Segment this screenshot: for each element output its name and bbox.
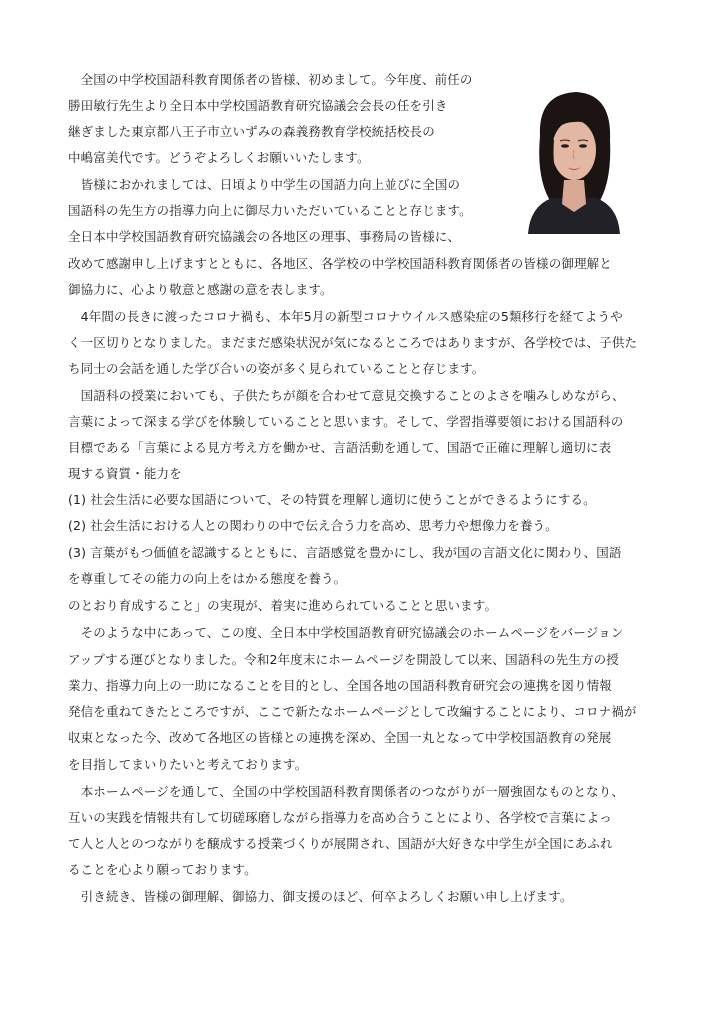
body-text-line: 全日本中学校国語教育研究協議会の各地区の理事、事務局の皆様に、	[68, 229, 461, 244]
body-text-line: 全国の中学校国語科教育関係者の皆様、初めまして。今年度、前任の	[68, 72, 473, 87]
body-text-line: 業力、指導力向上の一助になることを目的とし、全国各地の国語科教育研究会の連携を図り情報	[68, 678, 612, 693]
body-text-line: ることを心より願っております。	[68, 862, 257, 877]
body-text-line: 互いの実践を情報共有して切磋琢磨しながら指導力を高め合うことにより、各学校で言葉によっ	[68, 810, 612, 825]
body-text-line: そのような中にあって、この度、全日本中学校国語教育研究協議会のホームページをバージョン	[68, 625, 624, 640]
body-text-line: 本ホームページを通して、全国の中学校国語科教育関係者のつながりが一層強固なものとなり、	[68, 784, 625, 799]
body-text-line: を尊重してその能力の向上をはかる態度を養う。	[68, 571, 347, 586]
body-text-line: 勝田敏行先生より全日本中学校国語教育研究協議会会長の任を引き	[68, 98, 448, 113]
body-text-line: 言葉によって深まる学びを体験していることと思います。そして、学習指導要領における国語科の	[68, 414, 624, 429]
list-item-2: (2) 社会生活における人との関わりの中で伝え合う力を高め、思考力や想像力を養う。	[68, 518, 558, 533]
body-text-line: 国語科の授業においても、子供たちが顔を合わせて意見交換することのよさを噛みしめながら、	[68, 388, 625, 403]
portrait-photo-woman-icon	[526, 84, 622, 234]
body-text-line: く一区切りとなりました。まだまだ感染状況が気になるところではありますが、各学校では、子供た	[68, 335, 638, 350]
body-text-line: 国語科の先生方の指導力向上に御尽力いただいていることと存じます。	[68, 203, 472, 218]
list-item-3: (3) 言葉がもつ価値を認識するとともに、言語感覚を豊かにし、我が国の言語文化に関わり、国語	[68, 545, 622, 560]
body-text-line: を目指してまいりたいと考えております。	[68, 757, 308, 772]
body-text-line: 継ぎました東京都八王子市立いずみの森義務教育学校統括校長の	[68, 124, 435, 139]
body-text-line: 皆様におかれましては、日頃より中学生の国語力向上並びに全国の	[68, 177, 461, 192]
body-text-line: 4年間の長きに渡ったコロナ禍も、本年5月の新型コロナウイルス感染症の5類移行を経てようや	[68, 309, 623, 324]
body-text-line: 御協力に、心より敬意と感謝の意を表します。	[68, 282, 333, 297]
body-text-line: て人と人とのつながりを醸成する授業づくりが展開され、国語が大好きな中学生が全国にあふれ	[68, 836, 613, 851]
body-text-line: 収束となった今、改めて各地区の皆様との連携を深め、全国一丸となって中学校国語教育の発展	[68, 730, 612, 745]
body-text-line: 現する資質・能力を	[68, 466, 182, 481]
body-text-line: 中嶋富美代です。どうぞよろしくお願いいたします。	[68, 150, 370, 165]
body-text-line: のとおり育成すること」の実現が、着実に進められていることと思います。	[68, 598, 498, 613]
body-text-line: ち同士の会話を通した学び合いの姿が多く見られていることと存じます。	[68, 361, 485, 376]
body-text-line: アップする運びとなりました。令和2年度末にホームページを開設して以来、国語科の先生方の授	[68, 652, 619, 667]
author-portrait-photo	[526, 84, 622, 234]
body-text-line: 改めて感謝申し上げますとともに、各地区、各学校の中学校国語科教育関係者の皆様の御理解と	[68, 256, 612, 271]
body-text-line: 発信を重ねてきたところですが、ここで新たなホームページとして改編することにより、コロナ禍が	[68, 704, 637, 719]
body-text-line: 目標である「言葉による見方考え方を働かせ、言語活動を通して、国語で正確に理解し適切に表	[68, 440, 612, 455]
closing-line: 引き続き、皆様の御理解、御協力、御支援のほど、何卒よろしくお願い申し上げます。	[68, 889, 573, 904]
list-item-1: (1) 社会生活に必要な国語について、その特質を理解し適切に使うことができるようにする。	[68, 492, 596, 507]
